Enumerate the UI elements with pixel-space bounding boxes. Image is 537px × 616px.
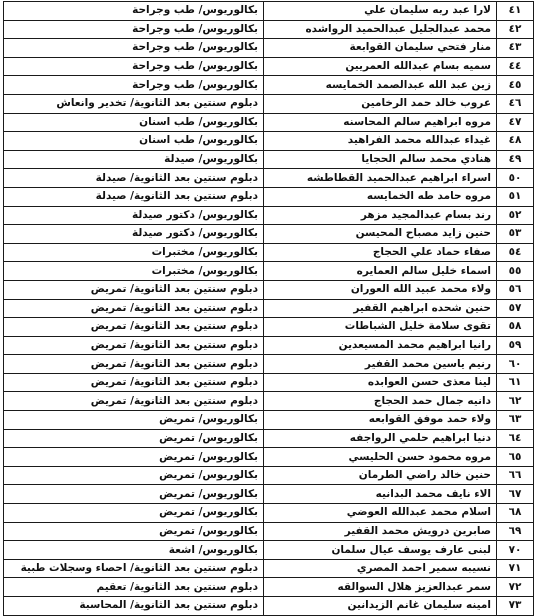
person-name: اسراء ابراهيم عبدالحميد القطاطشه xyxy=(264,169,497,188)
table-row xyxy=(4,187,534,206)
person-name: رانيا ابراهيم محمد المسيعدين xyxy=(264,336,497,355)
table-row xyxy=(4,559,534,578)
person-name: مروه ابراهيم سالم المحاسنه xyxy=(264,113,497,132)
qualification: بكالوريوس/ تمريض xyxy=(4,485,264,504)
qualification: دبلوم سنتين بعد الثانوية/ صيدلة xyxy=(4,187,264,206)
person-name: غيداء عبدالله محمد الفراهيد xyxy=(264,132,497,151)
qualification: بكالوريوس/ مختبرات xyxy=(4,262,264,281)
person-name: مروه حامد طه الخمايسه xyxy=(264,187,497,206)
table-row xyxy=(4,280,534,299)
row-number: ٥٩ xyxy=(497,336,534,355)
person-name: ولاء محمد عبيد الله العوران xyxy=(264,280,497,299)
row-number: ٧١ xyxy=(497,559,534,578)
person-name: محمد عبدالجليل عبدالحميد الرواشده xyxy=(264,20,497,39)
qualification: بكالوريوس/ اشعة xyxy=(4,541,264,560)
row-number: ٦٥ xyxy=(497,448,534,467)
row-number: ٦٣ xyxy=(497,411,534,430)
row-number: ٦٧ xyxy=(497,485,534,504)
row-number: ٤٨ xyxy=(497,132,534,151)
table-row xyxy=(4,299,534,318)
qualification: دبلوم سنتين بعد الثانوية/ احصاء وسجلات طبية xyxy=(4,559,264,578)
qualification: بكالوريوس/ تمريض xyxy=(4,522,264,541)
person-name: حنين شحده ابراهيم القفير xyxy=(264,299,497,318)
qualification: دبلوم سنتين بعد الثانوية/ صيدلة xyxy=(4,169,264,188)
person-name: الاء نايف محمد البدانيه xyxy=(264,485,497,504)
qualification: بكالوريوس/ صيدلة xyxy=(4,150,264,169)
person-name: زين عبد الله عبدالصمد الخمايسه xyxy=(264,76,497,95)
person-name: مروه محمود حسن الحليسي xyxy=(264,448,497,467)
row-number: ٧٢ xyxy=(497,578,534,597)
row-number: ٦٢ xyxy=(497,392,534,411)
table-row xyxy=(4,132,534,151)
qualification: بكالوريوس/ تمريض xyxy=(4,448,264,467)
table-row xyxy=(4,206,534,225)
row-number: ٤٩ xyxy=(497,150,534,169)
table-row xyxy=(4,466,534,485)
person-name: اسماء خليل سالم العمايره xyxy=(264,262,497,281)
qualification: دبلوم سنتين بعد الثانوية/ تمريض xyxy=(4,299,264,318)
qualification: دبلوم سنتين بعد الثانوية/ تمريض xyxy=(4,318,264,337)
table-row xyxy=(4,262,534,281)
table-row xyxy=(4,429,534,448)
table-row xyxy=(4,504,534,523)
row-number: ٥٧ xyxy=(497,299,534,318)
qualification: بكالوريوس/ تمريض xyxy=(4,429,264,448)
roster-table xyxy=(3,1,534,616)
table-row xyxy=(4,94,534,113)
person-name: حنين زايد مصباح المحيسن xyxy=(264,225,497,244)
table-row xyxy=(4,113,534,132)
row-number: ٤٦ xyxy=(497,94,534,113)
person-name: نسيبه سمير احمد المصري xyxy=(264,559,497,578)
qualification: بكالوريوس/ طب وجراحة xyxy=(4,2,264,21)
table-row xyxy=(4,243,534,262)
person-name: اسلام محمد عبدالله العوضي xyxy=(264,504,497,523)
roster-body xyxy=(4,2,534,616)
table-row xyxy=(4,355,534,374)
qualification: دبلوم سنتين بعد الثانوية/ تخدير وانعاش xyxy=(4,94,264,113)
row-number: ٥٥ xyxy=(497,262,534,281)
row-number: ٥٢ xyxy=(497,206,534,225)
qualification: دبلوم سنتين بعد الثانوية/ تمريض xyxy=(4,336,264,355)
table-row xyxy=(4,336,534,355)
table-row xyxy=(4,597,534,616)
qualification: دبلوم سنتين بعد الثانوية/ المحاسبة xyxy=(4,597,264,616)
row-number: ٥٦ xyxy=(497,280,534,299)
row-number: ٦١ xyxy=(497,373,534,392)
row-number: ٤٥ xyxy=(497,76,534,95)
person-name: سميه بسام عبدالله العمريين xyxy=(264,57,497,76)
table-row xyxy=(4,485,534,504)
table-row xyxy=(4,318,534,337)
qualification: بكالوريوس/ تمريض xyxy=(4,504,264,523)
table-row xyxy=(4,150,534,169)
person-name: دانيه جمال حمد الحجاج xyxy=(264,392,497,411)
table-row xyxy=(4,411,534,430)
qualification: بكالوريوس/ مختبرات xyxy=(4,243,264,262)
qualification: بكالوريوس/ تمريض xyxy=(4,411,264,430)
person-name: صابرين درويش محمد القفير xyxy=(264,522,497,541)
person-name: حنين خالد راضي الطرمان xyxy=(264,466,497,485)
qualification: بكالوريوس/ تمريض xyxy=(4,466,264,485)
qualification: بكالوريوس/ طب اسنان xyxy=(4,132,264,151)
table-row xyxy=(4,392,534,411)
person-name: رنيم ياسين محمد القفير xyxy=(264,355,497,374)
person-name: دنيا ابراهيم حلمي الرواجفه xyxy=(264,429,497,448)
person-name: هنادي محمد سالم الحجايا xyxy=(264,150,497,169)
row-number: ٦٨ xyxy=(497,504,534,523)
person-name: سمر عبدالعزيز هلال السوالقه xyxy=(264,578,497,597)
qualification: بكالوريوس/ طب اسنان xyxy=(4,113,264,132)
qualification: دبلوم سنتين بعد الثانوية/ تمريض xyxy=(4,373,264,392)
qualification: بكالوريوس/ طب وجراحة xyxy=(4,57,264,76)
person-name: منار فتحي سليمان القوابعة xyxy=(264,39,497,58)
qualification: دبلوم سنتين بعد الثانوية/ تمريض xyxy=(4,392,264,411)
table-row xyxy=(4,76,534,95)
qualification: دبلوم سنتين بعد الثانوية/ تمريض xyxy=(4,280,264,299)
person-name: لارا عبد ربه سليمان علي xyxy=(264,2,497,21)
row-number: ٤٧ xyxy=(497,113,534,132)
qualification: بكالوريوس/ طب وجراحة xyxy=(4,76,264,95)
person-name: لبنى عارف يوسف عيال سلمان xyxy=(264,541,497,560)
table-row xyxy=(4,20,534,39)
table-row xyxy=(4,57,534,76)
table-row xyxy=(4,225,534,244)
table-row xyxy=(4,39,534,58)
table-row xyxy=(4,448,534,467)
row-number: ٥٤ xyxy=(497,243,534,262)
person-name: ولاء حمد موفق القوابعه xyxy=(264,411,497,430)
person-name: عروب خالد حمد الرخامين xyxy=(264,94,497,113)
qualification: دبلوم سنتين بعد الثانوية/ تعقيم xyxy=(4,578,264,597)
row-number: ٧٠ xyxy=(497,541,534,560)
table-row xyxy=(4,169,534,188)
row-number: ٤٢ xyxy=(497,20,534,39)
row-number: ٦٤ xyxy=(497,429,534,448)
row-number: ٦٠ xyxy=(497,355,534,374)
table-row xyxy=(4,541,534,560)
person-name: رند بسام عبدالمجيد مزهر xyxy=(264,206,497,225)
qualification: بكالوريوس/ طب وجراحة xyxy=(4,39,264,58)
table-row xyxy=(4,578,534,597)
row-number: ٥١ xyxy=(497,187,534,206)
row-number: ٤٤ xyxy=(497,57,534,76)
person-name: امينه سليمان غانم الزيدانين xyxy=(264,597,497,616)
person-name: لينا معذى حسن العوابده xyxy=(264,373,497,392)
person-name: صفاء حماد علي الحجاج xyxy=(264,243,497,262)
row-number: ٦٦ xyxy=(497,466,534,485)
table-row xyxy=(4,522,534,541)
row-number: ٧٣ xyxy=(497,597,534,616)
row-number: ٥٣ xyxy=(497,225,534,244)
row-number: ٥٠ xyxy=(497,169,534,188)
row-number: ٦٩ xyxy=(497,522,534,541)
qualification: بكالوريوس/ دكتور صيدلة xyxy=(4,206,264,225)
row-number: ٤١ xyxy=(497,2,534,21)
row-number: ٥٨ xyxy=(497,318,534,337)
qualification: دبلوم سنتين بعد الثانوية/ تمريض xyxy=(4,355,264,374)
qualification: بكالوريوس/ دكتور صيدلة xyxy=(4,225,264,244)
table-row xyxy=(4,373,534,392)
row-number: ٤٣ xyxy=(497,39,534,58)
table-row xyxy=(4,2,534,21)
qualification: بكالوريوس/ طب وجراحة xyxy=(4,20,264,39)
person-name: تقوى سلامة خليل الشباطات xyxy=(264,318,497,337)
